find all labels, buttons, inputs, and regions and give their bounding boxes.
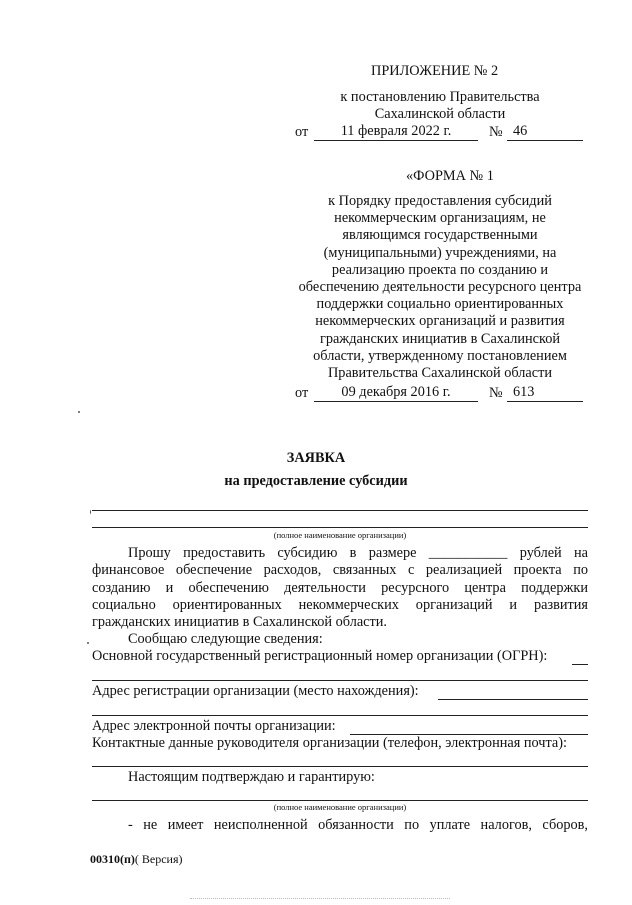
annex-line: Сахалинской области	[374, 106, 506, 123]
ogrn-label: Основной государственный регистрационный номер организации (ОГРН):	[92, 648, 548, 664]
org-name-caption: (полное наименование организации)	[273, 530, 407, 540]
request-line: социально ориентированных некоммерческих организаций и развития	[92, 596, 588, 613]
annex-resolution-block	[290, 89, 590, 123]
footer-code: 00310(п)	[90, 852, 135, 866]
annex-number: 46	[513, 123, 528, 139]
confirm-org-caption: (полное наименование организации)	[273, 802, 407, 812]
form-number-label: №	[489, 385, 503, 401]
org-name-line-2	[92, 527, 588, 528]
form-line: Правительства Сахалинской области	[327, 365, 553, 382]
annex-title: ПРИЛОЖЕНИЕ № 2	[371, 63, 499, 79]
ogrn-underline-tail	[572, 664, 588, 665]
request-line: Прошу предоставить субсидию в размере ___________ рублей на	[128, 545, 588, 561]
form-line: реализацию проекта по созданию и	[331, 261, 549, 278]
form-date: 09 декабря 2016 г.	[341, 384, 451, 400]
form-line: поддержки социально ориентированных	[316, 296, 564, 313]
info-intro: Сообщаю следующие сведения:	[128, 631, 323, 647]
form-number-underline	[507, 401, 583, 402]
form-line: некоммерческих организаций и развития	[315, 313, 565, 330]
form-from-label: от	[295, 385, 309, 401]
annex-number-underline	[507, 140, 583, 141]
request-line: финансовое обеспечение расходов, связанных с реализацией проекта по	[92, 562, 588, 579]
application-title: ЗАЯВКА	[286, 450, 346, 466]
form-procedure-block	[290, 193, 590, 382]
org-name-line-1	[92, 510, 588, 511]
footer-version: ( Версия)	[134, 852, 183, 866]
form-line: (муниципальными) учреждениями, на	[323, 244, 557, 261]
request-line: созданию и обеспечению деятельности ресурсного центра поддержки	[92, 579, 588, 596]
form-line: являющимся государственными	[342, 227, 538, 244]
scan-speck	[90, 510, 91, 514]
address-underline	[438, 699, 588, 700]
form-number: 613	[513, 384, 535, 400]
ogrn-line	[92, 680, 588, 681]
scan-speck	[78, 411, 80, 413]
contacts-line	[92, 766, 588, 767]
form-line: обеспечению деятельности ресурсного центра	[298, 279, 582, 296]
application-subtitle: на предоставление субсидии	[224, 473, 408, 489]
annex-line: к постановлению Правительства	[340, 89, 540, 105]
bullet-paragraph	[92, 817, 588, 834]
annex-from-label: от	[295, 124, 309, 140]
bullet-line: - не имеет неисполненной обязанности по уплате налогов, сборов,	[128, 817, 588, 833]
request-paragraph	[92, 545, 588, 631]
annex-number-label: №	[489, 124, 503, 140]
confirm-text: Настоящим подтверждаю и гарантирую:	[128, 769, 375, 785]
confirm-org-line	[92, 800, 588, 801]
form-line: гражданских инициатив в Сахалинской	[319, 330, 561, 347]
form-line: некоммерческим организациям, не	[334, 210, 546, 227]
contacts-label: Контактные данные руководителя организации (телефон, электронная почта):	[92, 735, 567, 751]
address-label: Адрес регистрации организации (место нахождения):	[92, 683, 419, 699]
form-title: «ФОРМА № 1	[406, 168, 494, 184]
address-line	[92, 715, 588, 716]
scan-bottom-artifact	[190, 898, 450, 902]
footer	[90, 852, 183, 866]
form-date-underline	[314, 401, 478, 402]
annex-date-underline	[314, 140, 478, 141]
annex-date: 11 февраля 2022 г.	[340, 123, 452, 139]
form-line: области, утвержденному постановлением	[313, 347, 567, 364]
scan-speck	[87, 642, 89, 644]
email-label: Адрес электронной почты организации:	[92, 718, 336, 734]
request-line: гражданских инициатив в Сахалинской области.	[92, 614, 388, 631]
form-line: к Порядку предоставления субсидий	[328, 193, 552, 209]
